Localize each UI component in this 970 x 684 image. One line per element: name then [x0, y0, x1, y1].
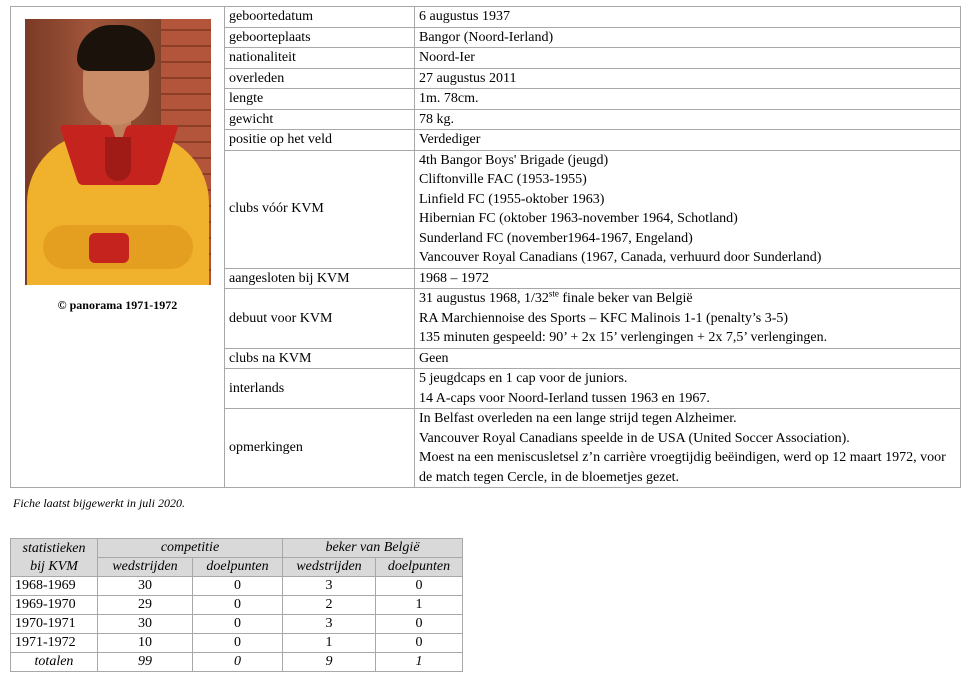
club-line: Cliftonville FAC (1953-1955) [419, 172, 587, 187]
comp-goals-cell: 0 [193, 634, 283, 653]
table-row [11, 577, 463, 596]
table-row [11, 634, 463, 653]
label-weight: gewicht [225, 109, 415, 130]
comp-matches-cell: 10 [98, 634, 193, 653]
total-cup-matches: 9 [283, 653, 376, 672]
comp-goals-cell: 0 [193, 615, 283, 634]
table-row [11, 615, 463, 634]
cup-header: beker van België [283, 539, 463, 558]
comp-matches-header: wedstrijden [98, 558, 193, 577]
debut-line-1: 31 augustus 1968, 1/32ste finale beker van België [419, 288, 693, 306]
comp-goals-cell: 0 [193, 577, 283, 596]
label-nationality: nationaliteit [225, 48, 415, 69]
value-weight: 78 kg. [415, 109, 961, 130]
cup-goals-cell: 1 [376, 596, 463, 615]
internationals-line: 5 jeugdcaps en 1 cap voor de juniors. [419, 371, 628, 386]
season-cell: 1970-1971 [11, 615, 98, 634]
table-row [11, 596, 463, 615]
label-died: overleden [225, 68, 415, 89]
player-photo [25, 19, 211, 285]
label-internationals: interlands [225, 369, 415, 409]
value-died: 27 augustus 2011 [415, 68, 961, 89]
totals-row [11, 653, 463, 672]
comp-goals-header: doelpunten [193, 558, 283, 577]
comp-goals-cell: 0 [193, 596, 283, 615]
comp-matches-cell: 29 [98, 596, 193, 615]
total-comp-matches: 99 [98, 653, 193, 672]
total-comp-goals: 0 [193, 653, 283, 672]
remark-line: Moest na een meniscusletsel z’n carrière vroegtijdig beëindigen, werd op 12 maart 1972, voor de match tegen Cercle, in de bloemetjes gezet. [419, 450, 946, 485]
debut-line-2: RA Marchiennoise des Sports – KFC Malinois 1-1 (penalty’s 3-5) [419, 310, 789, 326]
remark-line: In Belfast overleden na een lange strijd tegen Alzheimer. [419, 411, 737, 426]
remark-line: Vancouver Royal Canadians speelde in de USA (United Soccer Association). [419, 430, 850, 446]
season-cell: 1969-1970 [11, 596, 98, 615]
season-cell: 1968-1969 [11, 577, 98, 596]
totals-label: totalen [11, 653, 98, 672]
comp-matches-cell: 30 [98, 577, 193, 596]
comp-matches-cell: 30 [98, 615, 193, 634]
value-nationality: Noord-Ier [415, 48, 961, 69]
debut-line-3: 135 minuten gespeeld: 90’ + 2x 15’ verlengingen + 2x 7,5’ verlengingen. [419, 330, 828, 345]
value-joined: 1968 – 1972 [415, 268, 961, 289]
label-birthdate: geboortedatum [225, 7, 415, 28]
value-birthplace: Bangor (Noord-Ierland) [415, 27, 961, 48]
label-birthplace: geboorteplaats [225, 27, 415, 48]
value-debut [415, 289, 961, 349]
value-position: Verdediger [415, 130, 961, 151]
photo-cell [11, 7, 225, 488]
cup-matches-cell: 3 [283, 577, 376, 596]
label-height: lengte [225, 89, 415, 110]
label-clubs-after: clubs na KVM [225, 348, 415, 369]
club-line: Linfield FC (1955-oktober 1963) [419, 191, 605, 207]
competition-header: competitie [98, 539, 283, 558]
cup-goals-cell: 0 [376, 615, 463, 634]
last-updated-note: Fiche laatst bijgewerkt in juli 2020. [13, 496, 185, 510]
label-debut: debuut voor KVM [225, 289, 415, 349]
value-birthdate: 6 augustus 1937 [415, 7, 961, 28]
player-info-table [10, 6, 961, 488]
photo-caption: © panorama 1971-1972 [57, 298, 178, 312]
cup-goals-header: doelpunten [376, 558, 463, 577]
stats-corner-header: statistieken bij KVM [11, 539, 98, 577]
cup-matches-cell: 3 [283, 615, 376, 634]
value-clubs-after: Geen [415, 348, 961, 369]
cup-matches-header: wedstrijden [283, 558, 376, 577]
label-remarks: opmerkingen [225, 409, 415, 488]
value-height: 1m. 78cm. [415, 89, 961, 110]
cup-matches-cell: 1 [283, 634, 376, 653]
club-line: 4th Bangor Boys' Brigade (jeugd) [419, 152, 609, 168]
season-cell: 1971-1972 [11, 634, 98, 653]
club-line: Sunderland FC (november1964-1967, Engeland) [419, 230, 693, 246]
club-line: Hibernian FC (oktober 1963-november 1964, Schotland) [419, 211, 738, 226]
label-position: positie op het veld [225, 130, 415, 151]
value-internationals [415, 369, 961, 409]
cup-goals-cell: 0 [376, 577, 463, 596]
label-joined: aangesloten bij KVM [225, 268, 415, 289]
value-remarks [415, 409, 961, 488]
cup-goals-cell: 0 [376, 634, 463, 653]
club-line: Vancouver Royal Canadians (1967, Canada, verhuurd door Sunderland) [419, 250, 822, 265]
value-clubs-before [415, 150, 961, 268]
total-cup-goals: 1 [376, 653, 463, 672]
statistics-table [10, 538, 463, 672]
internationals-line: 14 A-caps voor Noord-Ierland tussen 1963 en 1967. [419, 390, 710, 406]
label-clubs-before: clubs vóór KVM [225, 150, 415, 268]
cup-matches-cell: 2 [283, 596, 376, 615]
